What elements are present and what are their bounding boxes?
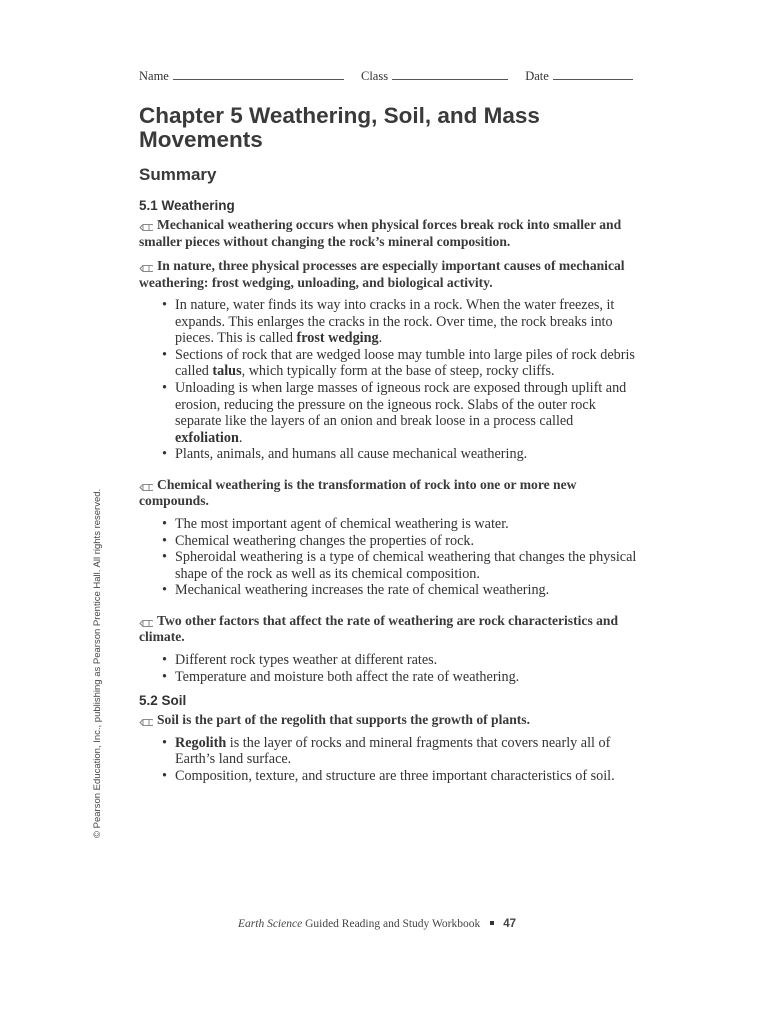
bullet-item: • Temperature and moisture both affect the rate of weathering. bbox=[162, 668, 520, 685]
bullet-dot-icon: • bbox=[162, 515, 167, 532]
key-concept-text: Mechanical weathering occurs when physical forces break rock into smaller and smaller pieces without changing the rock’s mineral composition. bbox=[139, 217, 622, 249]
class-field[interactable] bbox=[392, 68, 508, 80]
bullet-item: • Regolith is the layer of rocks and mineral fragments that covers nearly all of Earth’s land surface. bbox=[162, 734, 611, 768]
square-bullet-icon bbox=[490, 921, 494, 925]
pencil-icon bbox=[139, 261, 153, 270]
student-info-header bbox=[139, 68, 634, 84]
bullet-dot-icon: • bbox=[162, 346, 167, 363]
vocabulary-term: exfoliation bbox=[175, 429, 239, 446]
bullet-dot-icon: • bbox=[162, 668, 167, 685]
vocabulary-term: frost wedging bbox=[296, 330, 379, 347]
bullet-dot-icon: • bbox=[162, 532, 167, 549]
bullet-item: • In nature, water finds its way into cracks in a rock. When the water freezes, it expands. This enlarges the cracks in the rock. Over time, the rock breaks into pieces. This is called frost wedging. bbox=[162, 297, 615, 347]
bullet-dot-icon: • bbox=[162, 651, 167, 668]
summary-content bbox=[139, 198, 639, 798]
bullet-list bbox=[159, 652, 639, 685]
bullet-dot-icon: • bbox=[162, 582, 167, 599]
key-concept-text: In nature, three physical processes are especially important causes of mechanical weathering: frost wedging, unloading, and biological activity. bbox=[139, 258, 625, 290]
key-concept bbox=[139, 477, 639, 510]
vocabulary-term: Regolith bbox=[175, 734, 227, 751]
pencil-icon bbox=[139, 480, 153, 489]
bullet-item: • Different rock types weather at different rates. bbox=[162, 651, 438, 668]
bullet-item: • Mechanical weathering increases the rate of chemical weathering. bbox=[162, 582, 550, 599]
bullet-item: • Spheroidal weathering is a type of chemical weathering that changes the physical shape of the rock as well as its chemical composition. bbox=[162, 549, 637, 582]
date-label: Date bbox=[525, 69, 549, 83]
bullet-dot-icon: • bbox=[162, 297, 167, 313]
bullet-item: • Plants, animals, and humans all cause mechanical weathering. bbox=[162, 446, 528, 463]
key-concept-text: Soil is the part of the regolith that supports the growth of plants. bbox=[157, 712, 530, 728]
bullet-item: • Composition, texture, and structure are three important characteristics of soil. bbox=[162, 767, 615, 784]
vocabulary-term: talus bbox=[212, 363, 242, 380]
bullet-dot-icon: • bbox=[162, 379, 167, 396]
bullet-dot-icon: • bbox=[162, 549, 167, 566]
key-concept-text: Chemical weathering is the transformation of rock into one or more new compounds. bbox=[139, 476, 577, 509]
key-concept bbox=[139, 217, 639, 250]
key-concept bbox=[139, 613, 639, 646]
name-field[interactable] bbox=[173, 68, 344, 80]
page-number: 47 bbox=[503, 918, 517, 930]
bullet-list bbox=[159, 735, 639, 785]
pencil-icon bbox=[139, 715, 153, 724]
book-title-rest: Guided Reading and Study Workbook bbox=[302, 918, 481, 930]
key-concept bbox=[139, 258, 639, 291]
key-concept-text: Two other factors that affect the rate of weathering are rock characteristics and climate. bbox=[139, 612, 619, 645]
bullet-dot-icon: • bbox=[162, 734, 167, 751]
bullet-item: • Unloading is when large masses of igneous rock are exposed through uplift and erosion, reducing the pressure on the igneous rock. Slabs of the outer rock separate like the layers of an onion and break loose in a process called exfoliation. bbox=[162, 379, 627, 446]
pencil-icon bbox=[139, 220, 153, 229]
bullet-dot-icon: • bbox=[162, 767, 167, 784]
name-label: Name bbox=[139, 69, 169, 83]
bullet-list bbox=[159, 297, 639, 463]
page-footer bbox=[238, 918, 516, 930]
bullet-dot-icon: • bbox=[162, 446, 167, 463]
class-label: Class bbox=[360, 69, 389, 83]
pencil-icon bbox=[139, 616, 153, 625]
copyright-notice: © Pearson Education, Inc., publishing as Pearson Prentice Hall. All rights reserved. bbox=[92, 488, 103, 838]
key-concept bbox=[139, 712, 639, 729]
summary-heading: Summary bbox=[139, 165, 217, 184]
book-title-italic: Earth Science bbox=[238, 918, 303, 930]
section-heading: 5.2 Soil bbox=[139, 693, 187, 709]
bullet-item: • The most important agent of chemical weathering is water. bbox=[162, 515, 509, 532]
date-field[interactable] bbox=[553, 68, 633, 80]
bullet-item: • Chemical weathering changes the properties of rock. bbox=[162, 532, 475, 549]
section-heading: 5.1 Weathering bbox=[139, 198, 235, 213]
bullet-list bbox=[159, 516, 639, 599]
bullet-item: • Sections of rock that are wedged loose may tumble into large piles of rock debris called talus, which typically form at the base of steep, rocky cliffs. bbox=[162, 346, 635, 380]
chapter-title: Chapter 5 Weathering, Soil, and Mass Movements bbox=[139, 103, 540, 152]
